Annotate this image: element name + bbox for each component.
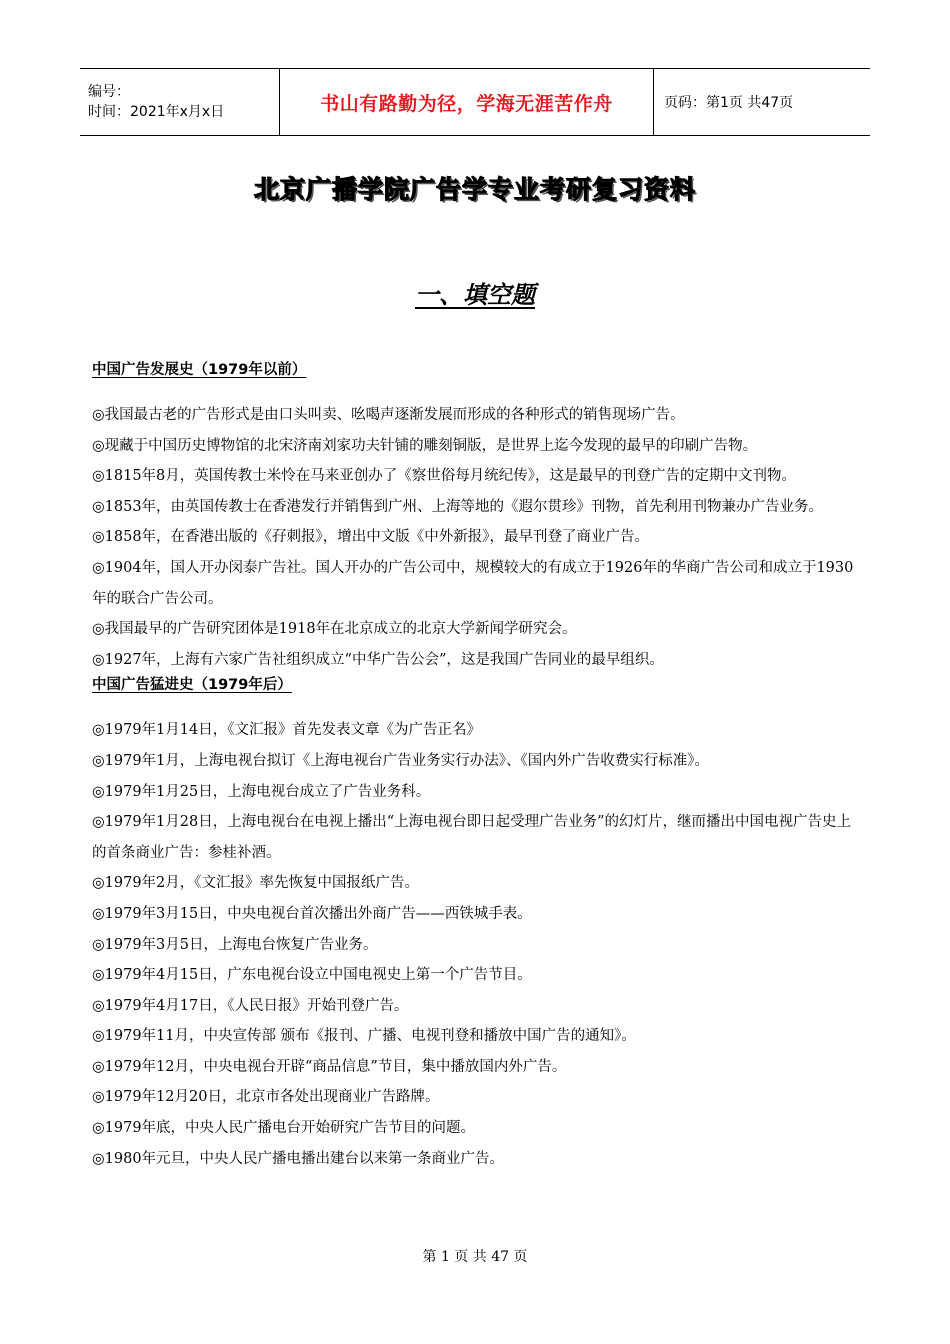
section-heading-text: 中国广告猛进史（1979年后） [92, 677, 292, 694]
list-item: ◎1979年4月17日，《人民日报》开始刊登广告。 [92, 997, 409, 1014]
section-heading-post-1979 [92, 675, 862, 705]
list-item: ◎1815年8月，英国传教士米怜在马来亚创办了《察世俗每月统纪传》，这是最早的刊登广告的定期中文刊物。 [92, 468, 797, 485]
header-page-info-cell [654, 69, 870, 135]
list-item: ◎1858年，在香港出版的《孖刺报》，增出中文版《中外新报》，最早刊登了商业广告。 [92, 529, 650, 546]
header-meta [80, 69, 280, 135]
list-item: ◎1980年元旦，中央人民广播电播出建台以来第一条商业广告。 [92, 1150, 505, 1167]
number-label: 编号： [88, 84, 130, 100]
list-item: ◎1979年12月20日，北京市各处出现商业广告路牌。 [92, 1089, 440, 1106]
list-post-1979 [92, 715, 862, 1174]
list-item: ◎1979年11月，中央宣传部 颁布《报刊、广播、电视刊登和播放中国广告的通知》。 [92, 1028, 636, 1045]
list-item: ◎1927年，上海有六家广告社组织成立“中华广告公会”，这是我国广告同业的最早组织。 [92, 651, 664, 668]
section-heading-pre-1979 [92, 360, 862, 390]
list-item: ◎1979年3月15日，中央电视台首次播出外商广告——西铁城手表。 [92, 905, 532, 922]
footer-page-number: 第 1 页 共 47 页 [422, 1249, 528, 1265]
section-title [0, 275, 950, 310]
section-title-text: 一、填空题 [415, 281, 535, 309]
section-heading-text: 中国广告发展史（1979年以前） [92, 362, 307, 378]
list-item: ◎1979年底，中央人民广播电台开始研究广告节目的问题。 [92, 1120, 476, 1137]
list-item: ◎1979年1月14日，《文汇报》首先发表文章《为广告正名》 [92, 722, 481, 739]
page-footer [0, 1246, 950, 1266]
document-title: 北京广播学院广告学专业考研复习资料 [253, 175, 696, 204]
list-item: ◎1979年4月15日，广东电视台设立中国电视史上第一个广告节目。 [92, 967, 532, 984]
list-item: ◎我国最古老的广告形式是由口头叫卖、吆喝声逐渐发展而形成的各种形式的销售现场广告。 [92, 407, 685, 423]
list-item: ◎1979年1月，上海电视台拟订《上海电视台广告业务实行办法》、《国内外广告收费实行标准》。 [92, 752, 710, 769]
list-item: ◎1979年12月，中央电视台开辟“商品信息”节目，集中播放国内外广告。 [92, 1058, 567, 1075]
list-item: ◎1979年3月5日，上海电台恢复广告业务。 [92, 936, 378, 953]
list-item: ◎1904年，国人开办闵泰广告社。国人开办的广告公司中，规模较大的有成立于1926年的华商广告公司和成立于1930年的联合广告公司。 [92, 559, 854, 607]
document-body [92, 360, 862, 1174]
list-item: ◎我国最早的广告研究团体是1918年在北京成立的北京大学新闻学研究会。 [92, 621, 577, 638]
list-pre-1979 [92, 400, 862, 675]
page-header [80, 68, 870, 136]
header-motto: 书山有路勤为径，学海无涯苦作舟 [320, 92, 613, 115]
list-item: ◎1979年1月25日，上海电视台成立了广告业务科。 [92, 783, 431, 800]
list-item: ◎1979年1月28日，上海电视台在电视上播出“上海电视台即日起受理广告业务”的幻灯片，继而播出中国电视广告史上的首条商业广告：参桂补酒。 [92, 814, 852, 861]
list-item: ◎1979年2月，《文汇报》率先恢复中国报纸广告。 [92, 875, 420, 892]
date-line: 时间：2021年x月x日 [88, 104, 225, 120]
header-motto-cell [280, 69, 654, 135]
header-page-info: 页码：第1页 共47页 [664, 95, 794, 111]
list-item: ◎现藏于中国历史博物馆的北宋济南刘家功夫针铺的雕刻铜版，是世界上迄今发现的最早的印刷广告物。 [92, 437, 758, 454]
list-item: ◎1853年，由英国传教士在香港发行并销售到广州、上海等地的《遐尔贯珍》刊物，首先利用刊物兼办广告业务。 [92, 498, 824, 515]
